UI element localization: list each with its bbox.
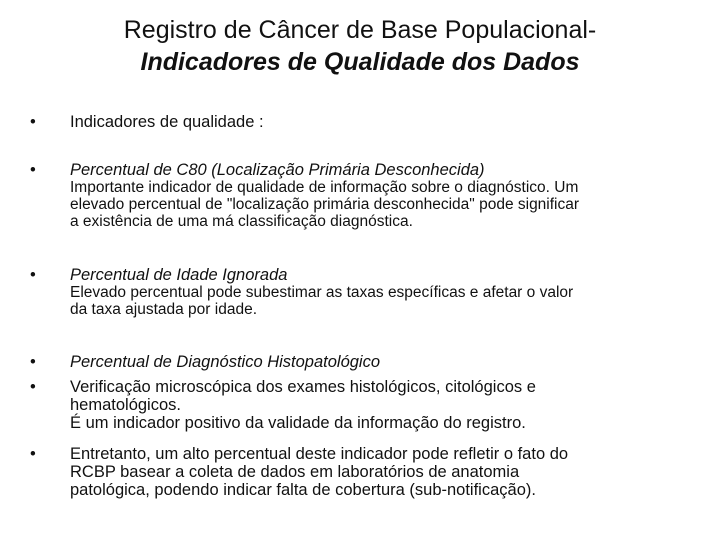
bullet-item-entretanto bbox=[30, 445, 720, 499]
bullet-subtext-line: Elevado percentual pode subestimar as taxas específicas e afetar o valor bbox=[70, 284, 574, 301]
bullet-item-idade bbox=[30, 266, 720, 318]
bullet-item-indicadores bbox=[30, 113, 720, 131]
bullet-text-line: Verificação microscópica dos exames histológicos, citológicos e bbox=[70, 378, 536, 396]
bullet-item-verificacao bbox=[30, 378, 720, 432]
bullet-subtext-line: da taxa ajustada por idade. bbox=[70, 301, 257, 318]
bullet-text-line: hematológicos. bbox=[70, 396, 181, 414]
bullet-text-line: Entretanto, um alto percentual deste indicador pode refletir o fato do bbox=[70, 445, 569, 463]
bullet-text-line: RCBP basear a coleta de dados em laboratórios de anatomia bbox=[70, 463, 520, 481]
bullet-marker: • bbox=[30, 378, 36, 396]
bullet-subtext-line: Importante indicador de qualidade de informação sobre o diagnóstico. Um bbox=[70, 179, 579, 196]
title-line-2: Indicadores de Qualidade dos Dados bbox=[140, 48, 580, 76]
slide-title bbox=[0, 14, 720, 78]
title-line-1: Registro de Câncer de Base Populacional- bbox=[123, 16, 597, 44]
bullet-heading: Percentual de C80 (Localização Primária Desconhecida) bbox=[70, 161, 485, 179]
bullet-marker: • bbox=[30, 161, 36, 179]
bullet-subtext-line: elevado percentual de "localização primária desconhecida" pode significar bbox=[70, 196, 580, 213]
bullet-text-line: É um indicador positivo da validade da informação do registro. bbox=[70, 414, 526, 432]
bullet-subtext-line: a existência de uma má classificação diagnóstica. bbox=[70, 213, 413, 230]
bullet-item-histopatologico bbox=[30, 353, 720, 371]
bullet-marker: • bbox=[30, 266, 36, 284]
bullet-marker: • bbox=[30, 445, 36, 463]
bullet-text: Indicadores de qualidade : bbox=[70, 113, 264, 131]
bullet-marker: • bbox=[30, 353, 36, 371]
bullet-item-c80 bbox=[30, 161, 720, 230]
bullet-marker: • bbox=[30, 113, 36, 131]
bullet-heading: Percentual de Diagnóstico Histopatológico bbox=[70, 353, 381, 371]
bullet-text-line: patológica, podendo indicar falta de cobertura (sub-notificação). bbox=[70, 481, 536, 499]
bullet-heading: Percentual de Idade Ignorada bbox=[70, 266, 288, 284]
